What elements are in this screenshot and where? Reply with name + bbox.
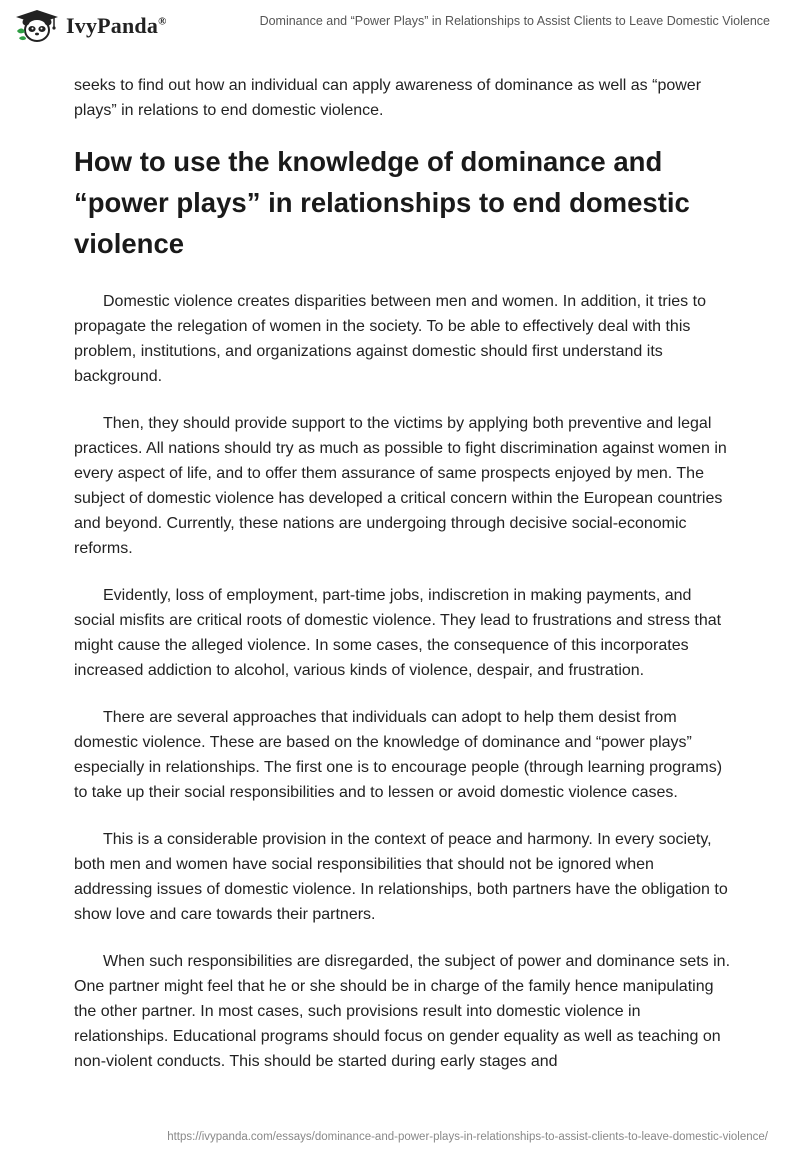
essay-content <box>74 73 734 1074</box>
paragraph-6: When such responsibilities are disregarded, the subject of power and dominance sets in. One partner might feel that he or she should be in charge of the family hence manipulating the other partner. In most cases, such provisions result into domestic violence in relationships. Educational programs should focus on gender equality as well as teaching on non-violent conducts. This should be started during early stages and <box>74 953 731 1070</box>
section-heading: How to use the knowledge of dominance and “power plays” in relationships to end domestic violence <box>74 146 690 259</box>
paragraph-3: Evidently, loss of employment, part-time jobs, indiscretion in making payments, and social misfits are critical roots of domestic violence. They lead to frustrations and stress that might cause the alleged violence. In some cases, the consequence of this incorporates increased addiction to alcohol, various kinds of violence, despair, and frustration. <box>74 587 722 679</box>
page-header <box>0 0 800 50</box>
paragraph-4: There are several approaches that individuals can adopt to help them desist from domestic violence. These are based on the knowledge of dominance and “power plays” especially in relationships. The first one is to encourage people (through learning programs) to take up their social responsibilities and to lessen or avoid domestic violence cases. <box>74 709 723 801</box>
paragraph-1: Domestic violence creates disparities between men and women. In addition, it tries to propagate the relegation of women in the society. To be able to effectively deal with this problem, institutions, and organizations against domestic should first understand its background. <box>74 293 706 385</box>
panda-graduate-icon <box>14 9 60 43</box>
paragraph-5: This is a considerable provision in the context of peace and harmony. In every society, both men and women have social responsibilities that should not be ignored when addressing issues of domestic violence. In relationships, both partners have the obligation to show love and care towards their partners. <box>74 831 728 923</box>
ivypanda-logo[interactable] <box>14 9 167 43</box>
source-url: https://ivypanda.com/essays/dominance-and-power-plays-in-relationships-to-assist-clients-to-leave-domestic-violence/ <box>167 1131 768 1143</box>
lead-paragraph: seeks to find out how an individual can apply awareness of dominance as well as “power plays” in relations to end domestic violence. <box>74 77 702 119</box>
paragraph-2: Then, they should provide support to the victims by applying both preventive and legal practices. All nations should try as much as possible to fight discrimination against women in every aspect of life, and to offer them assurance of same prospects enjoyed by men. The subject of domestic violence has developed a critical concern within the European countries and beyond. Currently, these nations are undergoing through decisive social-economic reforms. <box>74 415 727 557</box>
logo-wordmark: IvyPanda® <box>66 13 167 38</box>
document-title: Dominance and “Power Plays” in Relationships to Assist Clients to Leave Domestic Violence <box>259 14 770 28</box>
